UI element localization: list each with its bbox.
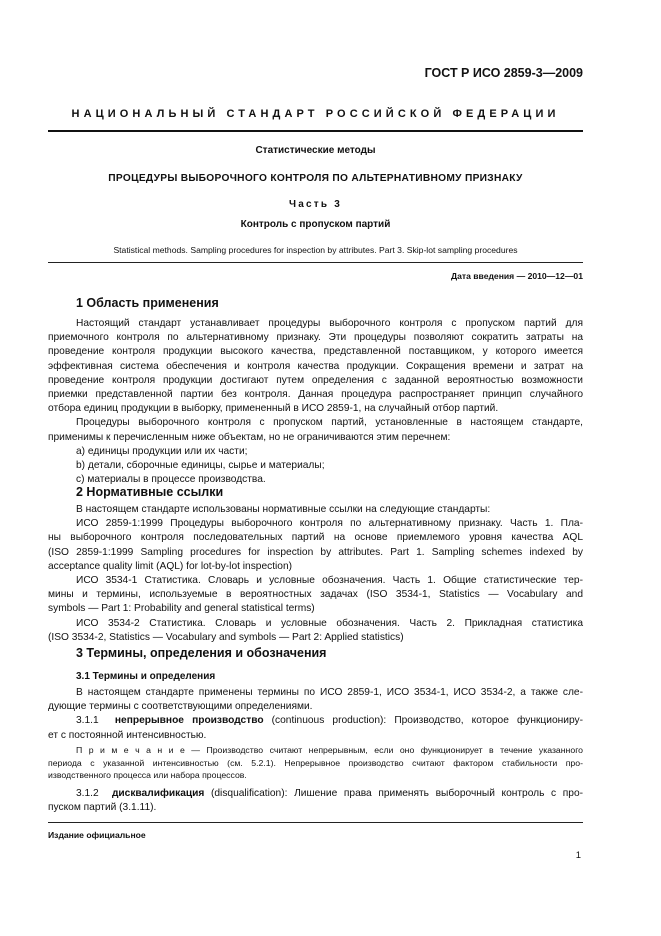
note-line <box>48 744 583 757</box>
part-number: Часть 3 <box>289 199 342 210</box>
text-line: (ISO 3534-2, Statistics — Vocabulary and symbols — Part 2: Applied statistics) <box>48 631 404 643</box>
term-3-1-2-block <box>48 787 583 815</box>
section-2-body <box>48 503 583 645</box>
text-line: symbols — Part 1: Probability and general statistical terms) <box>48 603 315 615</box>
list-item: c) материалы в процессе производства. <box>76 474 266 486</box>
term-definition: (continuous production): Производство, которое функциониру- <box>263 715 583 727</box>
national-standard-banner: НАЦИОНАЛЬНЫЙ СТАНДАРТ РОССИЙСКОЙ ФЕДЕРАЦИИ <box>71 108 560 120</box>
section-2-heading: 2 Нормативные ссылки <box>76 485 224 499</box>
term-3-1-2 <box>48 787 583 801</box>
text-line: приемки представленной партии без контроля. Данная процедура распространяет принцип случайного <box>48 389 583 401</box>
series-title: Статистические методы <box>255 145 376 156</box>
text-line: применимы к перечисленным ниже объектам, но не ограничиваются этим перечнем: <box>48 431 451 443</box>
text-line: проведение контроля продукции высокого качества, представленной поставщиком, у которого имеется <box>48 346 583 358</box>
text-line: приемочного контроля по альтернативному признаку. Эти процедуры позволяют сократить затраты на <box>48 332 583 344</box>
note-line: изводственного процесса или набора процессов. <box>48 770 247 781</box>
text-line: ИСО 3534-2 Статистика. Словарь и условные обозначения. Часть 2. Прикладная статистика <box>76 617 583 629</box>
text-line: пуском партий (3.1.11). <box>48 802 157 814</box>
english-title: Statistical methods. Sampling procedures for inspection by attributes. Part 3. Skip-lot sampling procedures <box>113 245 518 255</box>
text-line: ны выборочного контроля последовательных партий на основе приемлемого уровня качества AQL <box>48 532 583 544</box>
main-title: ПРОЦЕДУРЫ ВЫБОРОЧНОГО КОНТРОЛЯ ПО АЛЬТЕРНАТИВНОМУ ПРИЗНАКУ <box>108 173 523 184</box>
section-1-body <box>48 317 583 487</box>
term-3-1-1 <box>48 714 583 728</box>
note-label: П р и м е ч а н и е <box>76 745 185 755</box>
term-definition: (disqualification): Лишение права применять выборочный контроль с про- <box>204 788 584 799</box>
effective-date: Дата введения — 2010—12—01 <box>450 271 583 281</box>
title-rule <box>48 262 583 263</box>
note-line: периода с указанной интенсивностью (см. 5.2.1). Непрерывное производство считают фактором стабильности про- <box>48 757 583 768</box>
text-line: acceptance quality limit (AQL) for lot-by-lot inspection) <box>48 560 293 572</box>
section-3-heading: 3 Термины, определения и обозначения <box>76 646 327 660</box>
term-name: непрерывное производство <box>114 715 264 727</box>
text-line: мины и термины, используемые в вероятностных задачах (ISO 3534-1, Statistics — Vocabulary and <box>48 589 583 601</box>
text-line: В настоящем стандарте использованы нормативные ссылки на следующие стандарты: <box>76 504 491 515</box>
header-rule <box>48 130 583 132</box>
text-line: ИСО 3534-1 Статистика. Словарь и условные обозначения. Часть 1. Общие статистические тер- <box>76 575 583 587</box>
term-number: 3.1.2 <box>76 788 99 799</box>
text-line: В настоящем стандарте применены термины по ИСО 2859-1, ИСО 3534-1, ИСО 3534-2, а также сле- <box>76 687 583 698</box>
part-title: Контроль с пропуском партий <box>240 219 391 230</box>
text-line: ет с постоянной интенсивностью. <box>48 729 207 741</box>
page-number: 1 <box>575 850 581 861</box>
list-item: b) детали, сборочные единицы, сырье и материалы; <box>76 460 325 472</box>
subsection-3-1-heading: 3.1 Термины и определения <box>76 671 216 682</box>
text-line: отбора единиц продукции в выборку, примененный в ИСО 2859-1, на случайный отбор партий. <box>48 403 499 415</box>
edition-label: Издание официальное <box>48 830 146 840</box>
text-line: эффективная система обеспечения и контроля качества продукции. Сокращения времени и затрат на <box>48 360 583 372</box>
text-line: (ISO 2859-1:1999 Sampling procedures for inspection by attributes. Part 1. Sampling schemes indexed by <box>48 546 583 558</box>
note-text: — Производство считают непрерывным, если оно функционирует в течение указанного <box>184 745 583 755</box>
note-block <box>48 744 583 782</box>
list-item: а) единицы продукции или их части; <box>76 445 248 457</box>
footer-rule <box>48 822 583 823</box>
text-line: Настоящий стандарт устанавливает процедуры выборочного контроля с пропуском партий для <box>76 318 583 329</box>
section-3-body <box>48 686 583 743</box>
text-line: Процедуры выборочного контроля с пропуском партий, установленные в настоящем стандарте, <box>76 417 583 429</box>
term-name: дисквалификация <box>111 788 205 799</box>
text-line: проведение контроля продукции достигают путем определения с заданной вероятностью возможности <box>48 374 583 386</box>
section-1-heading: 1 Область применения <box>76 296 219 310</box>
document-number: ГОСТ Р ИСО 2859-3—2009 <box>424 66 583 80</box>
text-line: дующие термины с соответствующими определениями. <box>48 701 313 713</box>
term-number: 3.1.1 <box>76 715 99 727</box>
text-line: ИСО 2859-1:1999 Процедуры выборочного контроля по альтернативному признаку. Часть 1. Пла- <box>76 518 583 530</box>
